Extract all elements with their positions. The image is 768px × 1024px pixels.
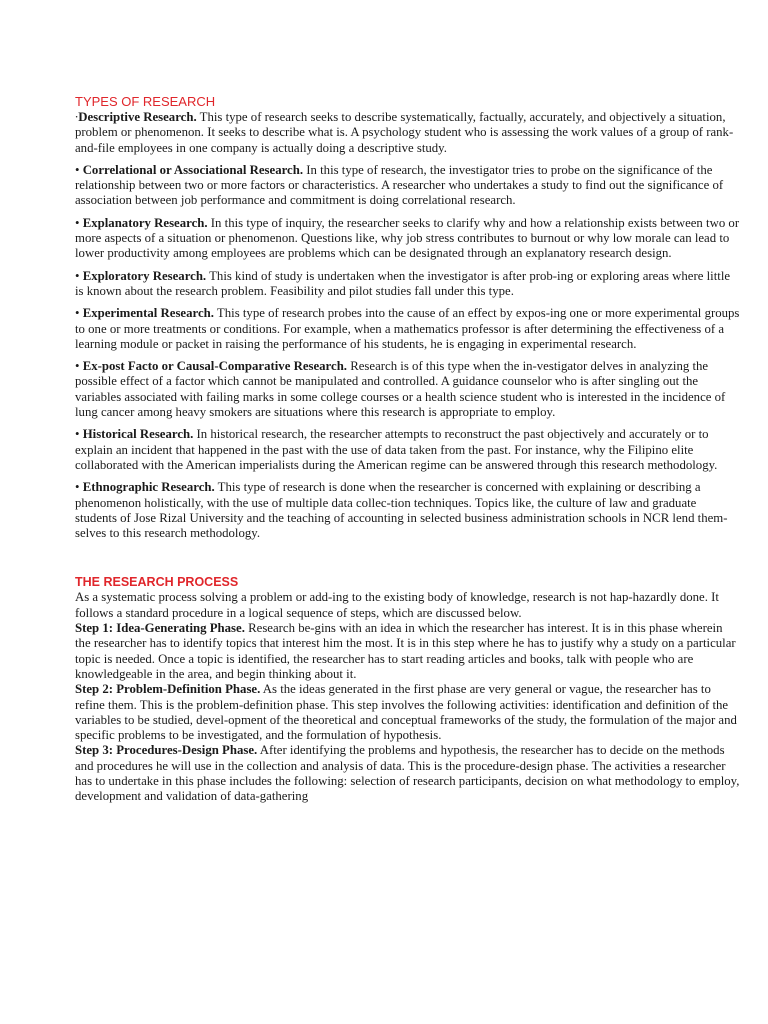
item-experimental-research [75, 306, 740, 352]
step-label: Step 1: Idea-Generating Phase. [75, 621, 245, 636]
step-2 [75, 682, 740, 743]
section-spacer [75, 548, 740, 574]
term-label: Ethnographic Research. [82, 480, 215, 495]
item-text: This type of research seeks to describe systematically, factually, accurately, and objectively a situation, problem or phenomenon. It seeks to describe what is. A psychology student who is assessing the work values of a group of rank-and-file employees in one company is actually doing a descriptive study. [75, 110, 734, 155]
item-text: In this type of inquiry, the researcher seeks to clarify why and how a relationship exists between two or more aspects of a situation or phenomenon. Questions like, why job stress contributes to burnout or why low morale can lead to lower productivity among employees are problems which can be designated through an explanatory research design. [75, 215, 740, 261]
term-label: Correlational or Associational Research. [82, 162, 304, 177]
bullet: ∙ [75, 110, 79, 124]
bullet: • [75, 162, 83, 177]
step-3 [75, 743, 740, 804]
step-label: Step 2: Problem-Definition Phase. [75, 682, 261, 697]
bullet: • [75, 480, 83, 495]
term-label: Historical Research. [82, 427, 194, 442]
types-of-research-section [75, 94, 740, 541]
bullet: • [75, 268, 83, 283]
section-heading-types: TYPES OF RESEARCH [75, 94, 216, 109]
item-text: This kind of study is undertaken when the investigator is after prob-ing or exploring areas where little is known about the research problem. Feasibility and pilot studies fall under this type. [75, 268, 731, 298]
item-ethnographic-research [75, 480, 740, 541]
item-text: In historical research, the researcher attempts to reconstruct the past objectively and accurately or to explain an incident that happened in the past with the use of data taken from the past. For instance, why the Filipino elite collaborated with the American imperialists during the American regime can be answered through this research methodology. [75, 427, 718, 472]
item-correlational-research [75, 163, 740, 209]
item-text: Research is of this type when the in-vestigator delves in analyzing the possible effect of a factor which cannot be manipulated and controlled. A guidance counselor who is after singling out the variables associated with failing marks in some college courses or a health science student who is interested in the incidence of lung cancer among heavy smokers are situations where this research is appropriate to employ. [75, 359, 726, 420]
term-label: Explanatory Research. [82, 215, 208, 230]
item-explanatory-research [75, 216, 740, 262]
research-process-section [75, 574, 740, 804]
item-descriptive-research [75, 110, 740, 156]
item-text: This type of research is done when the researcher is concerned with explaining or describing a phenomenon holistically, with the use of multiple data collec-tion techniques. Topics like, the culture of law and graduate students of Jose Rizal University and the teaching of accounting in selected business administration schools in NCR lend them-selves to this research methodology. [75, 480, 728, 541]
term-label: Exploratory Research. [82, 268, 207, 283]
step-label: Step 3: Procedures-Design Phase. [75, 743, 258, 758]
document-page [75, 94, 740, 805]
bullet: • [75, 427, 83, 442]
item-text: This type of research probes into the cause of an effect by expos-ing one or more experimental groups to one or more treatments or conditions. For example, when a mathematics professor is after determining the effectiveness of a learning module or packet in raising the performance of his students, he is engaging in experimental research. [75, 306, 740, 351]
bullet: • [75, 359, 83, 374]
item-exploratory-research [75, 269, 740, 300]
step-text: As the ideas generated in the first phase are very general or vague, the researcher has to refine them. This is the problem-definition phase. This step involves the following activities: identification and definition of the variables to be studied, devel-opment of the theoretical and conceptual frameworks of the study, the formulation of the major and specific problems to be investigated, and the formulation of hypothesis. [75, 682, 737, 743]
bullet: • [75, 306, 83, 321]
step-text: Research be-gins with an idea in which the researcher has interest. It is in this phase wherein the researcher has to identify topics that interest him the most. It is in this step where he has to justify why a study on a particular topic is needed. Once a topic is identified, the researcher has to start reading articles and books, talk with people who are knowledgeable in the area, and begin thinking about it. [75, 621, 736, 681]
item-ex-post-facto-research [75, 359, 740, 420]
item-text: In this type of research, the investigator tries to probe on the significance of the relationship between two or more factors or characteristics. A researcher who undertakes a study to find out the significance of association between job performance and commitment is doing correlational research. [75, 162, 724, 208]
term-label: Descriptive Research. [78, 110, 197, 124]
term-label: Experimental Research. [82, 306, 214, 321]
step-text: After identifying the problems and hypothesis, the researcher has to decide on the methods and procedures he will use in the collection and analysis of data. This is the procedure-design phase. The activities a researcher has to undertake in this phase includes the following: selection of research participants, decision on what methodology to employ, development and validation of data-gathering [75, 743, 740, 804]
section-heading-process: THE RESEARCH PROCESS [75, 575, 239, 590]
step-1 [75, 621, 740, 682]
item-historical-research [75, 427, 740, 473]
bullet: • [75, 215, 83, 230]
term-label: Ex-post Facto or Causal-Comparative Research. [82, 359, 348, 374]
process-intro: As a systematic process solving a problem or add-ing to the existing body of knowledge, research is not hap-hazardly done. It follows a standard procedure in a logical sequence of steps, which are discussed below. [75, 590, 719, 620]
